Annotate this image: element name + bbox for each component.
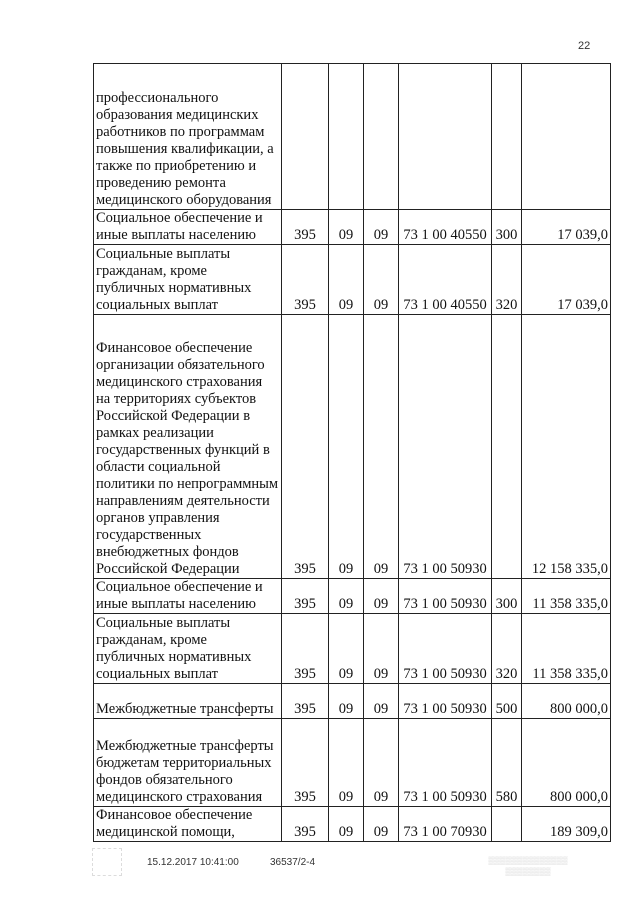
- cell-target-article: 73 1 00 70930: [399, 807, 492, 842]
- cell-amount: 800 000,0: [522, 684, 611, 719]
- cell-admin-code: 395: [282, 315, 329, 579]
- row-name: профессионального образования медицинских работников по программам повышения квалификации, а также по приобретению и проведению ремонта медицинского оборудования: [94, 64, 282, 210]
- watermark: ▒▒▒▒▒▒▒▒▒▒▒▒▒▒ ▒▒▒▒▒▒▒▒: [488, 856, 568, 876]
- table-row: [94, 579, 611, 614]
- table-row: [94, 245, 611, 315]
- cell-target-article: 73 1 00 50930: [399, 315, 492, 579]
- cell-target-article: 73 1 00 50930: [399, 579, 492, 614]
- cell-admin-code: [282, 64, 329, 210]
- cell-subsection: 09: [364, 614, 399, 684]
- cell-admin-code: 395: [282, 684, 329, 719]
- cell-section: 09: [329, 315, 364, 579]
- cell-target-article: 73 1 00 50930: [399, 614, 492, 684]
- cell-section: [329, 64, 364, 210]
- row-name: Межбюджетные трансферты бюджетам территориальных фондов обязательного медицинского страхования: [94, 719, 282, 807]
- cell-subsection: 09: [364, 684, 399, 719]
- cell-admin-code: 395: [282, 579, 329, 614]
- cell-expense-type: [492, 807, 522, 842]
- cell-amount: 12 158 335,0: [522, 315, 611, 579]
- cell-expense-type: [492, 64, 522, 210]
- cell-section: 09: [329, 684, 364, 719]
- cell-section: 09: [329, 719, 364, 807]
- cell-amount: 11 358 335,0: [522, 614, 611, 684]
- cell-subsection: 09: [364, 719, 399, 807]
- cell-section: 09: [329, 614, 364, 684]
- cell-subsection: 09: [364, 315, 399, 579]
- row-name: Финансовое обеспечение медицинской помощи,: [94, 807, 282, 842]
- footer-doc-id: 36537/2-4: [270, 857, 316, 868]
- page-number: 22: [578, 40, 591, 52]
- table-row: [94, 614, 611, 684]
- budget-table: [93, 63, 611, 842]
- cell-target-article: [399, 64, 492, 210]
- footer-timestamp: 15.12.2017 10:41:00: [147, 857, 239, 868]
- cell-amount: 17 039,0: [522, 245, 611, 315]
- cell-section: 09: [329, 210, 364, 245]
- cell-subsection: 09: [364, 579, 399, 614]
- row-name: Социальные выплаты гражданам, кроме публичных нормативных социальных выплат: [94, 245, 282, 315]
- cell-expense-type: 320: [492, 245, 522, 315]
- cell-subsection: [364, 64, 399, 210]
- row-name: Социальное обеспечение и иные выплаты населению: [94, 579, 282, 614]
- cell-admin-code: 395: [282, 719, 329, 807]
- cell-target-article: 73 1 00 50930: [399, 719, 492, 807]
- cell-target-article: 73 1 00 50930: [399, 684, 492, 719]
- cell-amount: 17 039,0: [522, 210, 611, 245]
- row-name: Межбюджетные трансферты: [94, 684, 282, 719]
- cell-amount: [522, 64, 611, 210]
- cell-subsection: 09: [364, 245, 399, 315]
- table-row: [94, 210, 611, 245]
- cell-subsection: 09: [364, 807, 399, 842]
- row-name: Социальное обеспечение и иные выплаты населению: [94, 210, 282, 245]
- cell-amount: 800 000,0: [522, 719, 611, 807]
- row-name: Финансовое обеспечение организации обязательного медицинского страхования на территориях субъектов Российской Федерации в рамках реализации государственных функций в области социальной политики по непрограммным направлениям деятельности органов управления государственных внебюджетных фондов Российской Федерации: [94, 315, 282, 579]
- table-row: [94, 719, 611, 807]
- cell-section: 09: [329, 807, 364, 842]
- table-row: [94, 807, 611, 842]
- row-name: Социальные выплаты гражданам, кроме публичных нормативных социальных выплат: [94, 614, 282, 684]
- table-row: [94, 315, 611, 579]
- cell-expense-type: 300: [492, 579, 522, 614]
- scan-stamp-mark: [92, 848, 122, 876]
- cell-expense-type: 500: [492, 684, 522, 719]
- cell-subsection: 09: [364, 210, 399, 245]
- table-body: [94, 64, 611, 842]
- cell-expense-type: 300: [492, 210, 522, 245]
- cell-admin-code: 395: [282, 807, 329, 842]
- table-row: [94, 64, 611, 210]
- cell-admin-code: 395: [282, 245, 329, 315]
- cell-expense-type: [492, 315, 522, 579]
- cell-admin-code: 395: [282, 210, 329, 245]
- table-row: [94, 684, 611, 719]
- cell-target-article: 73 1 00 40550: [399, 210, 492, 245]
- cell-section: 09: [329, 579, 364, 614]
- cell-amount: 11 358 335,0: [522, 579, 611, 614]
- cell-target-article: 73 1 00 40550: [399, 245, 492, 315]
- cell-section: 09: [329, 245, 364, 315]
- cell-expense-type: 580: [492, 719, 522, 807]
- cell-admin-code: 395: [282, 614, 329, 684]
- cell-amount: 189 309,0: [522, 807, 611, 842]
- cell-expense-type: 320: [492, 614, 522, 684]
